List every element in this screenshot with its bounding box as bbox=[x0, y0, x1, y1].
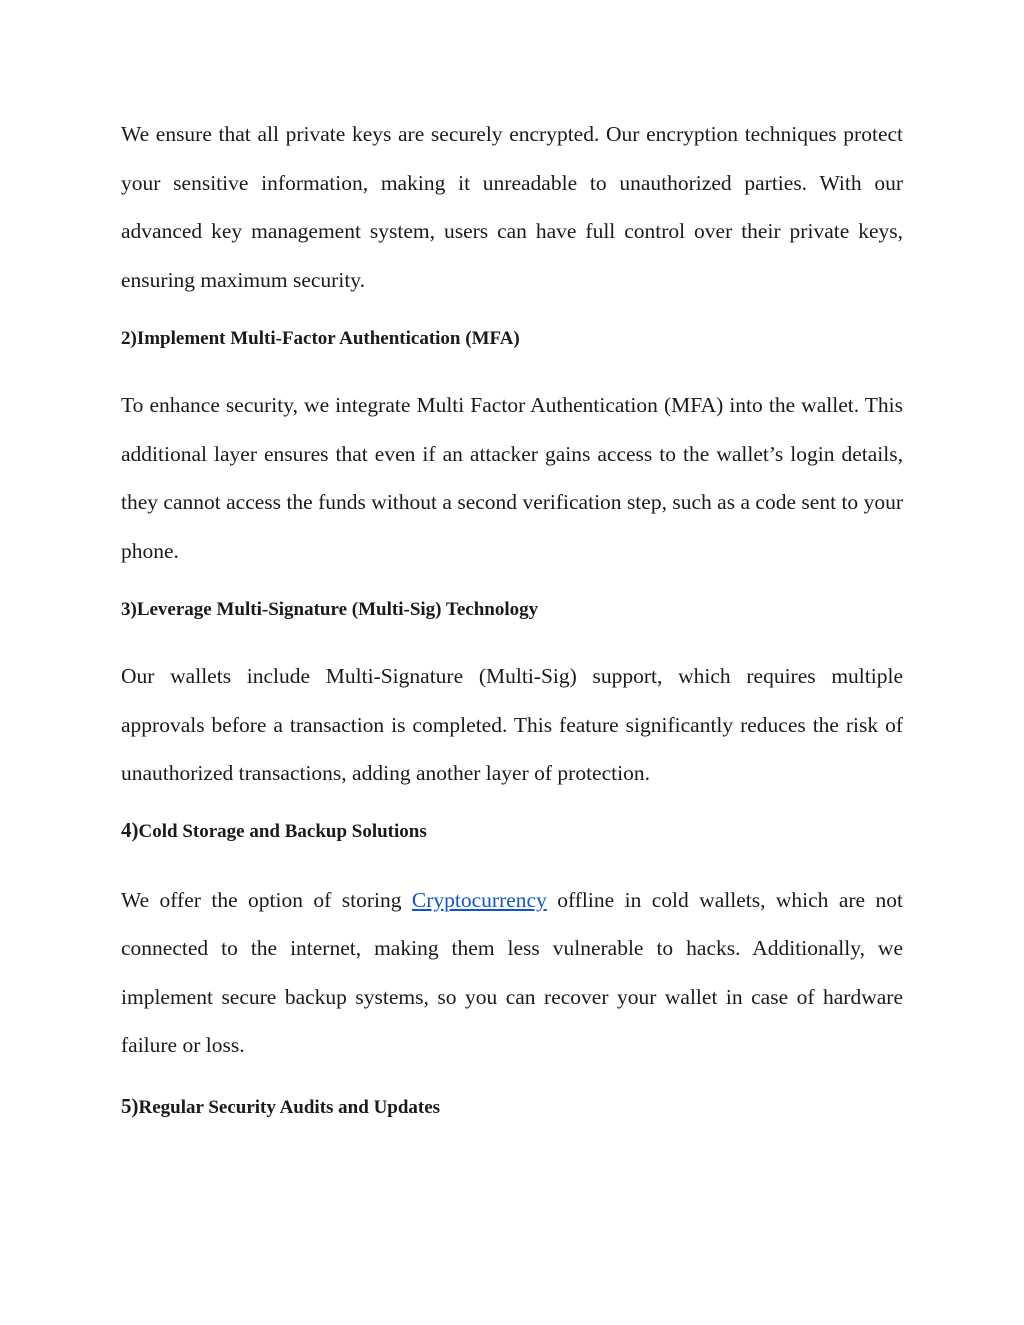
document-page bbox=[121, 110, 903, 1120]
heading-mfa-text: Implement Multi-Factor Authentication (MFA) bbox=[136, 328, 520, 349]
heading-security-audits-number: 5) bbox=[121, 1093, 139, 1118]
heading-multisig-text: Leverage Multi-Signature (Multi-Sig) Technology bbox=[136, 599, 539, 620]
heading-security-audits-text: Regular Security Audits and Updates bbox=[138, 1096, 441, 1118]
paragraph-multisig: Our wallets include Multi-Signature (Multi-Sig) support, which requires multiple approvals before a transaction is completed. This feature significantly reduces the risk of unauthorized transactions, adding another layer of protection. bbox=[121, 664, 903, 785]
heading-cold-storage-text: Cold Storage and Backup Solutions bbox=[138, 820, 427, 842]
paragraph-mfa: To enhance security, we integrate Multi Factor Authentication (MFA) into the wallet. This additional layer ensures that even if an attacker gains access to the wallet’s login details, they cannot access the funds without a second verification step, such as a code sent to your phone. bbox=[121, 393, 903, 563]
cryptocurrency-link[interactable]: Cryptocurrency bbox=[411, 887, 547, 912]
paragraph-cold-storage-intro: We offer the option of storing bbox=[121, 887, 412, 912]
heading-multisig-number: 3) bbox=[121, 599, 137, 620]
heading-mfa-number: 2) bbox=[121, 328, 137, 349]
paragraph-cold-storage-rest: offline in cold wallets, which are not connected to the internet, making them less vulnerable to hacks. Additionally, we implement secure backup systems, so you can recover your wallet in case of hardware failure or loss. bbox=[121, 887, 904, 1057]
heading-cold-storage-number: 4) bbox=[121, 817, 139, 842]
paragraph-private-key-encryption: We ensure that all private keys are securely encrypted. Our encryption techniques protect your sensitive information, making it unreadable to unauthorized parties. With our advanced key management system, users can have full control over their private keys, ensuring maximum security. bbox=[121, 122, 903, 292]
heading-cold-storage bbox=[121, 818, 903, 844]
heading-multisig bbox=[121, 598, 903, 622]
heading-mfa bbox=[121, 327, 903, 351]
heading-security-audits bbox=[121, 1094, 903, 1120]
paragraph-cold-storage bbox=[121, 876, 903, 1070]
